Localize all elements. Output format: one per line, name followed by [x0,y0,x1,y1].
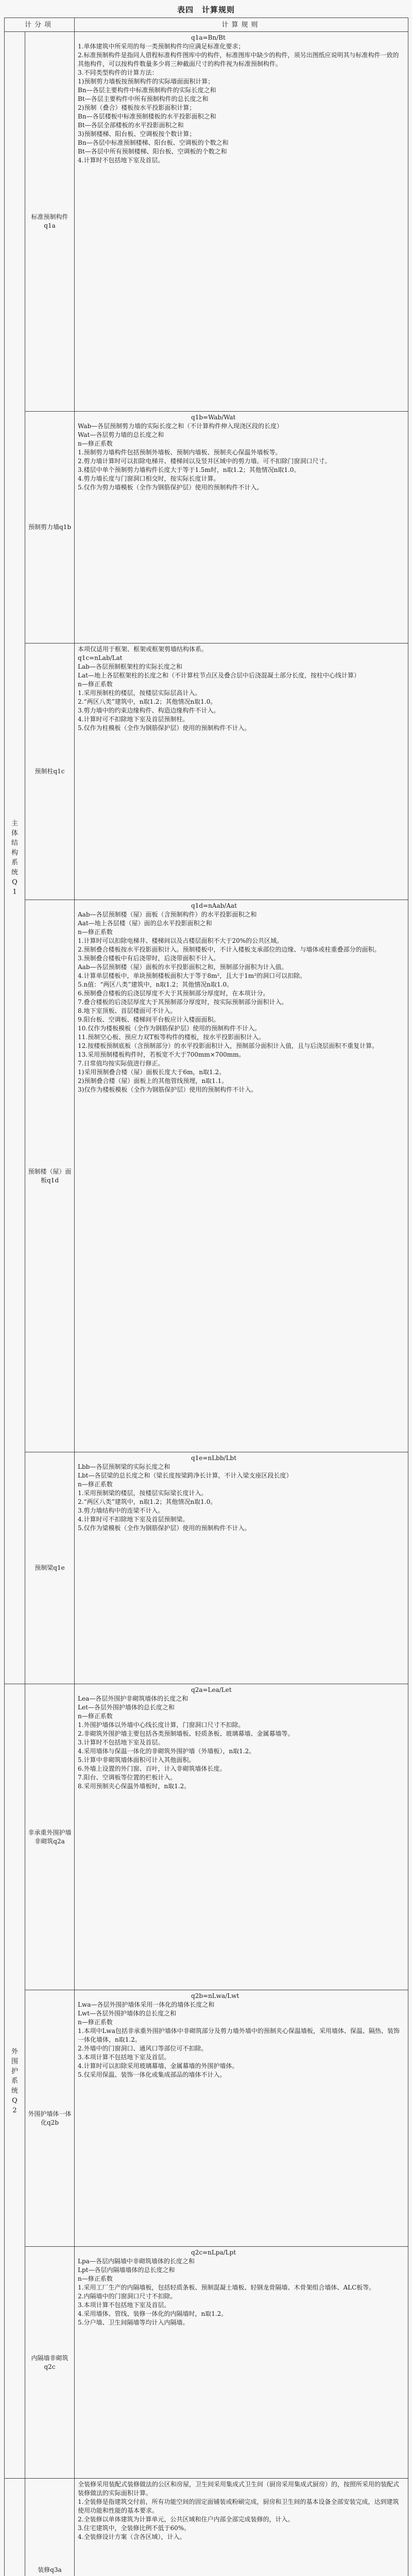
rule-line: 4.计算时可以扣除采用玻璃幕墙、金属幕墙的外围护墙体。 [78,2062,238,2070]
rule-line: 3.楼层中单个预制剪力墙构件长度大于等于1.5m时，n取1.2；其他情况n取1.0。 [78,466,300,474]
rule-row [5,2479,408,2576]
rule-line: 2.内隔墙中的门窗洞口尺寸不扣除。 [78,2293,177,2300]
rule-line: 3.本项计算不包括地下室及首层。 [78,2301,170,2309]
rules-body [5,32,408,2576]
rule-line: 2.“两区八类”建筑中，n取1.2；其他情况n取1.0。 [78,698,217,706]
rule-line: 4.计算单层楼板中，单块预制楼板面积大于等于8m²，且大于1m²的洞口可以扣除。 [78,972,306,980]
rule-line: Lbt—各层梁的总长度之和（梁长度按梁跨净长计算，不计入梁支座区段长度） [78,1472,293,1480]
rule-line: 3.本项计算不包括地下室及首层。 [78,2054,170,2061]
rule-line: 1.外围护墙体以外墙中心线长度计算，门窗洞口尺寸不扣除。 [78,1721,245,1729]
rule-formula: q1d=nAab/Aat [191,902,237,910]
rule-line: n—修正系数 [78,2275,113,2283]
rule-line: n—修正系数 [78,1481,113,1488]
rule-line: 2)预制叠合楼（屋）面板上的其他管线预埋，n取1.1。 [78,1077,228,1085]
rule-formula: q2b=nLwa/Lwt [191,1992,239,2000]
rule-line: 1.本项中Lwa包括非承重外围护墙体中非砌筑部分及剪力墙外墙中的预制夹心保温墙板，采用墙体、保温、隔热、装饰一体化墙体，n取1.2。 [78,2027,400,2044]
rule-line: 3)仅作为楼板模板（全作为钢筋保护层）使用的预制构件不计入。 [78,1086,258,1094]
scoring-item-name: 内隔墙非砌筑q2c [25,2247,75,2479]
rule-line: Wat—各层剪力墙的总长度之和 [78,431,164,439]
rule-line: 2.剪力墙计算时可以扣除电梯井、楼梯间以及竖井区域中的剪力墙。可不扣除门窗洞口尺寸。 [78,457,331,465]
rule-line: Aab—各层预制楼（屋）面板（含预制构件）的水平投影面积之和 [78,911,257,919]
rule-text-cell [75,900,408,1452]
rule-line: 5.计算中非砌筑墙体面积可计入其他面积。 [78,1756,195,1764]
category-cell [5,2479,25,2576]
rule-line: 5.分户墙、卫生间隔墙等均计入内隔墙。 [78,2319,189,2327]
rule-line: n—修正系数 [78,440,113,448]
header-calculation-rule: 计算规则 [75,18,408,32]
rule-line: Aab—各层预制楼（屋）面板的水平投影面积之和，预制部分面积为计入值。 [78,963,288,971]
rule-line: 10.仅作为楼板模板（全作为钢筋保护层）使用的预制构件不计入。 [78,1025,261,1032]
rule-text-cell [75,643,408,900]
rule-row [5,643,408,900]
scoring-item-name: 标准预制构件q1a [25,32,75,412]
rule-line: 8.采用预制夹心保温外墙板时，n取1.2。 [78,1783,191,1790]
rule-line: 5.n值：“两区八类”建筑中，n取1.2；其他情况n取1.0。 [78,981,233,989]
rule-line: 2.全装修以单体建筑为计算单元，公共区域和住户内部全部完成装修的，计入。 [78,2516,294,2523]
rule-line: 1.计算时可以扣除电梯井、楼梯间以及占楼层面积不大于20%的公共区域。 [78,937,283,945]
rule-line: 2.外墙中的门窗洞口、通风口等部位可不扣除。 [78,2045,208,2053]
rule-line: Lat—地上各层框架柱的长度之和（不计算柱节点区及叠合层中后浇混凝土部分长度，按柱中心线计算） [78,672,360,680]
table-header-row [5,18,408,32]
scoring-item-name: 外围护墙体一体化q2b [25,1990,75,2247]
rule-line: 2)预制（叠合）楼板按水平投影面积计算； [78,104,196,111]
rule-line: 2.标准预制构件是指同人借程标准构件图库中的构件，标准图库中缺少的构件，须另出图纸应说明其与标准构件一致的其他构件，可以按构件数量多少将三种截面尺寸的构件视为标准预制构件。 [78,52,399,67]
rule-line: 2.非砌筑外围护墙主要包括各类预制墙板、轻质条板、玻璃幕墙、金属幕墙等。 [78,1730,294,1738]
rule-line: Bt—各层中所有预制楼梯、阳台板、空调板的个数之和 [78,148,227,155]
rule-line: Lwa—各层外围护墙体采用一体化的墙体长度之和 [78,2001,215,2009]
rule-line: 4.采用墙体与保温一体化的非砌筑外围护墙（外墙板），n取1.2。 [78,1748,255,1755]
rule-line: Aat—地上各层楼（屋）面的总水平投影面积之和 [78,920,212,927]
rule-formula: q2a=Lea/Let [191,1686,232,1694]
rule-line: Bt—各层全部楼板的水平投影面积之和 [78,122,184,129]
rule-line: 8.地下室顶板、首层楼面可不计入。 [78,1007,177,1015]
rule-line: 5.仅作为梁模板（全作为钢筋保护层）使用的预制构件不计入。 [78,1524,251,1532]
rule-line: Lpt—各层内隔墙墙体的总长度之和 [78,2266,175,2274]
rule-line: 7.阳台、空调板等位置的栏板计入。 [78,1774,177,1782]
rule-formula: q2c=nLpa/Lpt [191,2249,236,2257]
rule-line: 2.“两区八类”建筑中，n取1.2；其他情况n取1.0。 [78,1498,217,1506]
rule-text-cell [75,412,408,643]
rule-line: 1)预制剪力墙板按预制构件的实际墙面面积计算； [78,78,214,85]
rule-line: n—修正系数 [78,681,113,688]
rule-line: Let—各层外围护墙体的总长度之和 [78,1704,175,1711]
rule-text-cell [75,32,408,412]
category-name: 主体结构系统Q1 [11,820,18,896]
rule-line: Lab—各层预制框架柱的实际长度之和 [78,663,182,671]
rule-line: 1.采用工厂生产的内隔墙板，包括轻质条板、预制混凝土墙板、轻钢龙骨隔墙、木骨架组合墙体、ALC板等。 [78,2284,375,2292]
rule-row [5,1452,408,1684]
category-cell [5,1684,25,2479]
category-name: 外围护系统Q2 [11,2048,18,2115]
rule-line: Bt—各层主要构件中所有预制构件的总长度之和 [78,95,209,103]
rule-line: Lbb—各层预制梁的实际长度之和 [78,1463,170,1471]
rule-line: 4.剪力墙长度与门窗洞口相交时，按实际长度计算。 [78,475,220,483]
rule-line: 3.预制叠合楼板中有后浇带时，后浇带面积不计入。 [78,955,220,962]
rule-line: n—修正系数 [78,2019,113,2026]
rule-line: Bn—各层楼板中标准预制楼板的水平投影面积之和 [78,113,216,120]
rule-line: 6.预制叠合楼板的后浇层厚度不大于其预制部分厚度时，在本项计分。 [78,990,269,997]
rule-line: 1.采用预制梁的楼层，按楼层实际梁长度计入。 [78,1489,208,1497]
rule-line: 7.叠合楼板的后浇层厚度大于其预制部分厚度时，按实际预制部分面积计入。 [78,998,288,1006]
rule-text-cell [75,2247,408,2479]
rule-line: 9.阳台板、空调板、楼梯间平台板应计入楼面面积。 [78,1016,220,1024]
rule-line: Wab—各层预制剪力墙的实际长度之和（不计算构件伸入现浇区段的长度） [78,422,283,430]
rule-row [5,1684,408,1990]
rule-line: n—修正系数 [78,1713,113,1720]
rule-line: 3.剪力墙结构中的连梁不计入。 [78,1507,164,1515]
rule-line: 1.采用预制柱的楼层，按楼层实际层高计入。 [78,689,201,697]
scoring-item-name: 非承重外围护墙非砌筑q2a [25,1684,75,1990]
rule-line: 3.计算时不包括地下室及首层。 [78,1739,164,1747]
rule-formula: q1e=nLbb/Lbt [191,1454,237,1462]
rule-row [5,2247,408,2479]
rule-line: Lpa—各层内隔墙中非砌筑墙体的长度之和 [78,2258,195,2265]
rule-line: 5.仅采用保温、装饰一体化或集成部品的墙体不计入。 [78,2071,226,2079]
rule-line: 4.计算时不包括地下室及首层。 [78,157,164,164]
scoring-item-name: 预制梁q1e [25,1452,75,1684]
rule-text-cell [75,1452,408,1684]
rule-line: 11.预制空心板、预应力双T板等构件的楼板，按水平投影面积计入。 [78,1033,265,1041]
rule-formula: q1b=Wab/Wat [191,414,236,421]
rule-line: 3.不同类型构件的计算方法： [78,69,158,76]
rule-line: 本项仅适用于框架、框架或框架剪墙结构体系。 [78,646,208,653]
rule-line: 4.计算时可不扣除地下室及首层预制梁。 [78,1516,189,1523]
rule-line: 2.预制叠合楼板按水平投影面积计入。预制楼板中，不计入楼板支承部位的边缘、与墙体或柱重叠部分的面积。 [78,946,381,954]
scoring-item-name: 预制柱q1c [25,643,75,900]
rule-line: Lwt—各层外围护墙体的总长度之和 [78,2010,177,2018]
rule-line: n—修正系数 [78,928,113,936]
rule-line: 4.采用墙体、管线、装修一体化的内隔墙时，n取1.2。 [78,2310,228,2318]
category-cell [5,32,25,1684]
rule-line: Lea—各层外围护非砌筑墙体的长度之和 [78,1695,188,1703]
rule-line: 1.单体建筑中所采用的每一类预制构件均应满足标准化要求； [78,43,245,50]
rule-row [5,32,408,412]
rule-line: 1.全装修是指建筑交付前，所有功能空间的固定面铺装或粉刷完成，厨房和卫生间的基本设备全部安装完成，达到建筑使用功能和性能的基本要求。 [78,2498,399,2515]
rule-line: Bn—各层主要构件中标准预制构件的实际长度之和 [78,87,216,94]
rule-line: 6.外墙上设置的外门窗、百叶，计入非砌筑墙体长度。 [78,1765,226,1773]
rule-line: 4.计算时可不扣除地下室及首层预制柱。 [78,716,189,723]
rule-line: 全装修采用装配式装修做法的公区和房屋，卫生间采用集成式卫生间（厨房采用集成式厨房）的，按照所采用的装配式装修做法的实际面积计算。 [78,2481,400,2497]
rule-line: 5.仅作为柱模板（全作为钢筋保护层）使用的预制构件不计入。 [78,724,251,732]
rule-line: 7.日常值均按实际值进行修正。 [78,1060,164,1067]
rule-line: 3)预制楼梯、阳台板、空调板按个数计算； [78,130,196,138]
rule-line: 3.剪力墙中的约束边缘构件、构造边缘构件不计入。 [78,707,220,715]
rule-text-cell [75,1684,408,1990]
rule-row [5,412,408,643]
scoring-item-name: 预制楼（屋）面板q1d [25,900,75,1452]
rule-line: q1c=nLab/Lat [78,654,123,662]
rule-text-cell [75,1990,408,2247]
rule-formula: q1a=Bn/Bt [191,34,226,41]
rule-line: 13.采用预制楼板构件时，若板宽不大于700mm×700mm。 [78,1051,245,1059]
scoring-item-name: 预制剪力墙q1b [25,412,75,643]
rule-line: Bn—各层中标准预制楼梯、阳台板、空调板的个数之和 [78,139,229,146]
rule-line: 4.全装修设计方案（含各区域），计入。 [78,2533,186,2541]
rule-row [5,900,408,1452]
rule-line: 12.按楼板预制底板（含预制部分）的水平投影面积计入，预制部分面积计入值，且与后浇层面积不重复计算。 [78,1042,379,1050]
table-caption: 表四 计算规则 [177,5,235,14]
rule-line: 1)采用预制叠合楼（屋）面板长度大于6m，n取1.2。 [78,1069,226,1076]
calculation-rules-table [4,18,408,2576]
rule-text-cell [75,2479,408,2576]
rule-line: 3.住宅建筑中，全装修比例不低于60%。 [78,2524,191,2532]
rule-line: 5.仅作为剪力墙模板（全作为钢筋保护层）使用的预制构件不计入。 [78,484,263,492]
scoring-item-name: 装修q3a [25,2479,75,2576]
rule-row [5,1990,408,2247]
header-scoring-item: 计分项 [5,18,75,32]
rule-line: 1.预制剪力墙构件包括预制外墙板、预制内墙板、预制夹心保温外墙板等。 [78,449,282,456]
